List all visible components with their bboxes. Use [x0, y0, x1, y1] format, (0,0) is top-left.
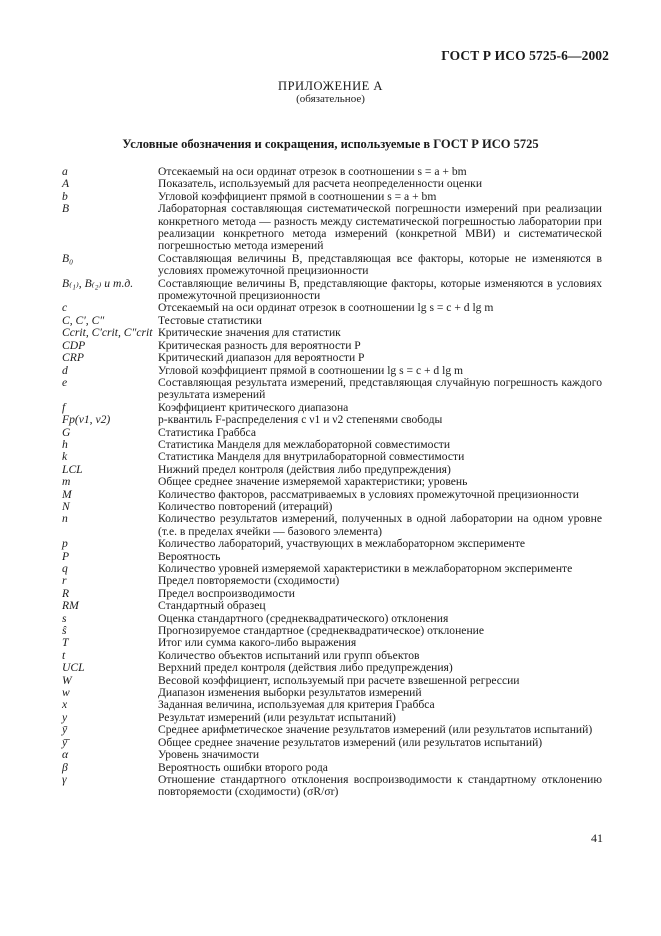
symbol: q — [62, 562, 68, 575]
appendix-subtitle: (обязательное) — [296, 93, 365, 105]
symbol-description: Весовой коэффициент, используемый при расчете взвешенной регрессии — [158, 673, 520, 687]
symbol-description: Вероятность — [158, 549, 221, 563]
symbol: p — [62, 537, 68, 551]
symbol: c — [62, 301, 68, 315]
appendix-title: ПРИЛОЖЕНИЕ А — [278, 79, 383, 93]
symbol-description: Количество лабораторий, участвующих в межлабораторном эксперименте — [158, 537, 526, 551]
symbol: γ — [62, 772, 67, 786]
symbol-description: Коэффициент критического диапазона — [158, 400, 349, 414]
symbol-description: Статистика Манделя для внутрилабораторной совместимости — [158, 450, 465, 464]
symbol: w — [62, 686, 70, 700]
symbol: Ccrit, C′crit, C″crit — [62, 326, 153, 340]
symbol: CDP — [62, 338, 86, 352]
symbol-description: Стандартный образец — [158, 599, 266, 613]
symbol-entry — [62, 774, 602, 799]
symbol: y — [62, 710, 68, 724]
symbol-entry — [62, 588, 602, 600]
symbol-description: Среднее арифметическое значение результатов измерений (или результатов испытаний) — [158, 723, 593, 737]
symbol: e — [62, 375, 68, 389]
symbol: Fp(ν1, ν2) — [62, 413, 111, 427]
symbol: P — [62, 549, 70, 563]
symbol-entry — [62, 352, 602, 364]
symbol-description: Количество повторений (итераций) — [158, 499, 333, 513]
symbol: ŝ — [62, 624, 67, 638]
symbol-entry — [62, 451, 602, 463]
page-number: 41 — [591, 831, 603, 845]
symbol-description: Предел повторяемости (сходимости) — [158, 574, 340, 588]
symbol-entry — [62, 662, 602, 674]
symbol-entry — [62, 637, 602, 649]
symbol: h — [62, 437, 68, 451]
symbol: CRP — [62, 351, 84, 365]
symbol: LCL — [62, 462, 83, 476]
symbol: N — [62, 499, 70, 513]
symbol-description: Количество результатов измерений, полученных в одной лаборатории на одном уровне (т.е. в пределах ячейки — базового элемента) — [158, 512, 602, 538]
symbol: ȳ̄ — [62, 735, 68, 749]
symbol: A — [62, 177, 70, 191]
symbol-entry — [62, 737, 602, 749]
symbol-description: Вероятность ошибки второго рода — [158, 760, 328, 774]
symbol-description: Оценка стандартного (среднеквадратического) отклонения — [158, 611, 449, 625]
symbol: G — [62, 425, 71, 439]
symbol-description: Общее среднее значение результатов измерений (или результатов испытаний) — [158, 735, 543, 749]
symbol-description: Составляющая величины B, представляющая все факторы, которые не изменяются в условиях промежуточной прецизионности — [158, 251, 602, 278]
symbol-description: p-квантиль F-распределения с ν1 и ν2 степенями свободы — [158, 413, 443, 427]
symbol-description: Угловой коэффициент прямой в соотношении lg s = c + d lg m — [158, 363, 464, 377]
symbol-entry — [62, 278, 602, 303]
symbol-description: Критические значения для статистик — [158, 326, 341, 340]
symbol-entry — [62, 538, 602, 550]
symbol: f — [62, 400, 66, 414]
symbol-description: Угловой коэффициент прямой в соотношении s = a + bm — [158, 189, 437, 203]
symbol: B — [62, 202, 70, 216]
symbol: r — [62, 574, 67, 588]
symbol-entry — [62, 377, 602, 402]
symbol-description: Верхний предел контроля (действия либо предупреждения) — [158, 661, 453, 675]
symbol-entry — [62, 476, 602, 488]
symbol: x — [62, 698, 68, 712]
symbol-description: Диапазон изменения выборки результатов измерений — [158, 686, 422, 700]
symbol: M — [62, 487, 72, 501]
symbol: k — [62, 450, 68, 464]
symbol: m — [62, 475, 71, 489]
symbol: a — [62, 165, 68, 178]
symbol-description: Предел воспроизводимости — [158, 586, 295, 600]
section-title: Условные обозначения и сокращения, используемые в ГОСТ Р ИСО 5725 — [122, 137, 539, 151]
symbol: T — [62, 636, 69, 650]
symbol-description: Нижний предел контроля (действия либо предупреждения) — [158, 462, 451, 476]
symbol-description: Составляющая результата измерений, представляющая случайную погрешность каждого результата измерений — [158, 375, 602, 402]
symbol: W — [62, 673, 72, 687]
document-header: ГОСТ Р ИСО 5725-6—2002 — [441, 48, 609, 63]
symbol-description: Критический диапазон для вероятности P — [158, 351, 365, 365]
symbol: B₍₁₎, B₍₂₎ и т.д. — [62, 276, 134, 290]
symbol: β — [62, 760, 68, 774]
symbol-description: Отсекаемый на оси ординат отрезок в соотношении s = a + bm — [158, 165, 467, 178]
symbol-description: Результат измерений (или результат испытаний) — [158, 710, 396, 724]
symbol: d — [62, 363, 68, 377]
symbol-entry — [62, 489, 602, 501]
symbol: t — [62, 648, 66, 662]
symbol-description: Количество объектов испытаний или групп объектов — [158, 648, 420, 662]
symbol-description: Показатель, используемый для расчета неопределенности оценки — [158, 177, 483, 191]
symbol-description: Статистика Граббса — [158, 425, 256, 439]
symbol: RM — [62, 599, 79, 613]
symbol-description: Статистика Манделя для межлабораторной совместимости — [158, 437, 451, 451]
symbol-entry — [62, 575, 602, 587]
symbol-entry — [62, 203, 602, 253]
symbol-entry — [62, 178, 602, 190]
symbol-entry — [62, 600, 602, 612]
symbol: b — [62, 189, 68, 203]
symbol-description: Количество уровней измеряемой характеристики в межлабораторном эксперименте — [158, 562, 573, 575]
symbol: ȳ — [62, 723, 68, 737]
symbols-list — [62, 166, 602, 799]
symbol-description: Уровень значимости — [158, 748, 260, 762]
symbol-description: Итог или сумма какого-либо выражения — [158, 636, 357, 650]
symbol-entry — [62, 699, 602, 711]
symbol: α — [62, 748, 69, 762]
symbol-description: Лабораторная составляющая систематической погрешности измерений при реализации конкретного метода — разность между систематической погрешностью лаборатории при реализации конкретного метода измерений (конкретной МВИ) и систематической погрешностью метода измерений — [158, 202, 602, 253]
symbol: n — [62, 512, 68, 526]
symbol-entry — [62, 724, 602, 736]
symbol-description: Прогнозируемое стандартное (среднеквадратическое) отклонение — [158, 624, 484, 638]
symbol-description: Заданная величина, используемая для критерия Граббса — [158, 698, 435, 712]
symbol-description: Составляющие величины B, представляющие факторы, которые изменяются в условиях промежуточной прецизионности — [158, 276, 602, 303]
symbol-entry — [62, 749, 602, 761]
symbol-entry — [62, 414, 602, 426]
appendix-heading — [0, 79, 661, 106]
symbol-description: Количество факторов, рассматриваемых в условиях промежуточной прецизионности — [158, 487, 579, 501]
symbol-description: Тестовые статистики — [158, 313, 262, 327]
symbol-entry — [62, 513, 602, 538]
symbol-description: Отсекаемый на оси ординат отрезок в соотношении lg s = c + d lg m — [158, 301, 494, 315]
symbol: s — [62, 611, 67, 625]
symbol-description: Общее среднее значение измеряемой характеристики; уровень — [158, 475, 468, 489]
symbol-entry — [62, 302, 602, 314]
symbol-description: Критическая разность для вероятности P — [158, 338, 361, 352]
symbol-entry — [62, 253, 602, 278]
symbol-entry — [62, 327, 602, 339]
symbol: C, C′, C″ — [62, 313, 105, 327]
symbol-description: Отношение стандартного отклонения воспроизводимости к стандартному отклонению повторяемости (сходимости) (σR/σr) — [158, 772, 602, 799]
symbol: UCL — [62, 661, 85, 675]
symbol: R — [62, 586, 70, 600]
symbol: B₀ — [62, 251, 74, 265]
